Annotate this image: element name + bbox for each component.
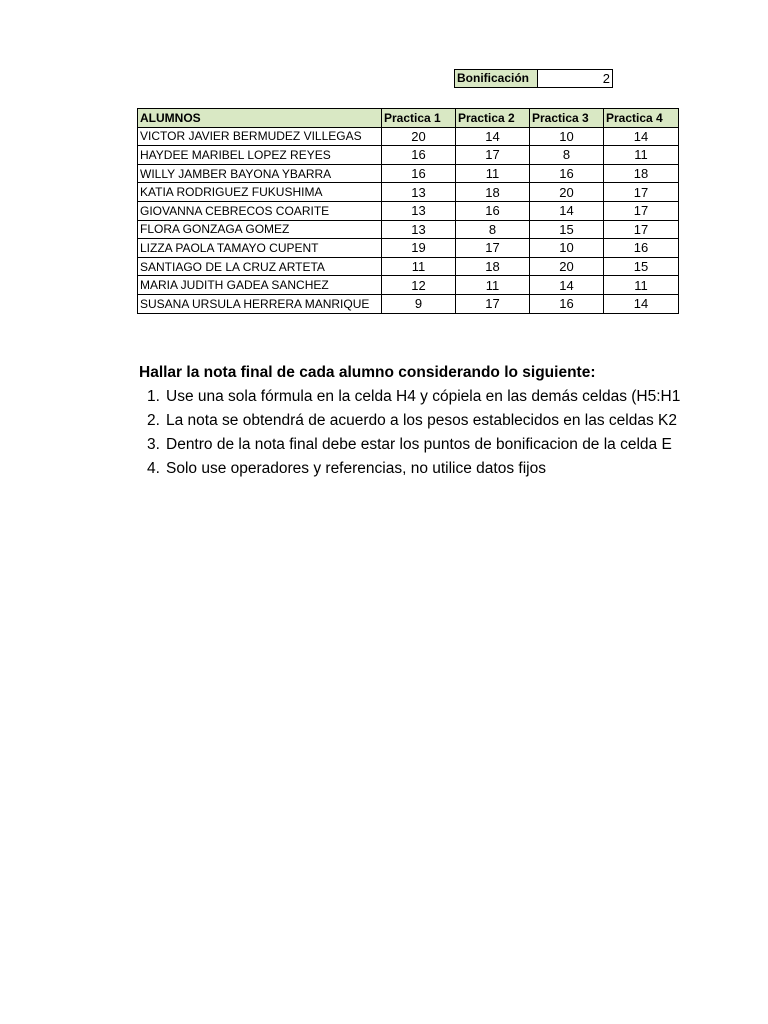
grade-cell[interactable]: 17 [456,239,530,258]
student-name-cell[interactable]: SANTIAGO DE LA CRUZ ARTETA [138,257,382,276]
header-row [138,109,679,128]
instruction-text: La nota se obtendrá de acuerdo a los pesos establecidos en las celdas K2 [166,412,677,429]
table-row [138,276,679,295]
student-name-cell[interactable]: WILLY JAMBER BAYONA YBARRA [138,164,382,183]
student-name-cell[interactable]: HAYDEE MARIBEL LOPEZ REYES [138,146,382,165]
student-name-cell[interactable]: FLORA GONZAGA GOMEZ [138,220,382,239]
grade-cell[interactable]: 8 [530,146,604,165]
bonus-box [454,69,613,88]
header-practica-2[interactable]: Practica 2 [456,109,530,128]
grade-cell[interactable]: 14 [456,127,530,146]
grade-cell[interactable]: 13 [382,220,456,239]
instructions-list [139,385,685,481]
student-name-cell[interactable]: KATIA RODRIGUEZ FUKUSHIMA [138,183,382,202]
student-name-cell[interactable]: MARIA JUDITH GADEA SANCHEZ [138,276,382,295]
table-row [138,220,679,239]
grade-cell[interactable]: 16 [530,164,604,183]
table-row [138,183,679,202]
grade-cell[interactable]: 16 [382,164,456,183]
instruction-text: Dentro de la nota final debe estar los puntos de bonificacion de la celda E [166,436,672,453]
instruction-item [139,409,685,433]
grade-cell[interactable]: 17 [604,220,679,239]
grade-cell[interactable]: 18 [604,164,679,183]
grades-table [137,108,679,314]
header-practica-4[interactable]: Practica 4 [604,109,679,128]
grade-cell[interactable]: 17 [456,146,530,165]
grade-cell[interactable]: 19 [382,239,456,258]
instruction-number: 1. [147,388,160,405]
grade-cell[interactable]: 14 [530,201,604,220]
instructions-title: Hallar la nota final de cada alumno considerando lo siguiente: [139,364,596,381]
student-name-cell[interactable]: SUSANA URSULA HERRERA MANRIQUE [138,294,382,313]
grade-cell[interactable]: 13 [382,201,456,220]
grade-cell[interactable]: 16 [456,201,530,220]
bonus-value-cell[interactable]: 2 [602,71,610,86]
header-practica-1[interactable]: Practica 1 [382,109,456,128]
header-practica-3[interactable]: Practica 3 [530,109,604,128]
table-row [138,239,679,258]
table-row [138,257,679,276]
grade-cell[interactable]: 17 [604,183,679,202]
grade-cell[interactable]: 15 [604,257,679,276]
grade-cell[interactable]: 12 [382,276,456,295]
header-alumnos[interactable]: ALUMNOS [138,109,382,128]
grade-cell[interactable]: 18 [456,257,530,276]
grade-cell[interactable]: 11 [604,276,679,295]
table-row [138,164,679,183]
instruction-item [139,433,685,457]
grade-cell[interactable]: 20 [530,257,604,276]
grade-cell[interactable]: 18 [456,183,530,202]
grade-cell[interactable]: 9 [382,294,456,313]
grade-cell[interactable]: 20 [530,183,604,202]
grade-cell[interactable]: 13 [382,183,456,202]
grade-cell[interactable]: 11 [456,276,530,295]
grade-cell[interactable]: 14 [604,294,679,313]
instructions-block [139,362,685,481]
table-row [138,146,679,165]
instruction-item [139,385,685,409]
instruction-number: 3. [147,436,160,453]
instruction-number: 4. [147,460,160,477]
grade-cell[interactable]: 17 [456,294,530,313]
instruction-number: 2. [147,412,160,429]
grade-cell[interactable]: 8 [456,220,530,239]
student-name-cell[interactable]: VICTOR JAVIER BERMUDEZ VILLEGAS [138,127,382,146]
grade-cell[interactable]: 11 [382,257,456,276]
instruction-item [139,457,685,481]
table-row [138,127,679,146]
grade-cell[interactable]: 14 [604,127,679,146]
grade-cell[interactable]: 20 [382,127,456,146]
grade-cell[interactable]: 16 [382,146,456,165]
instruction-text: Solo use operadores y referencias, no utilice datos fijos [166,460,546,477]
grade-cell[interactable]: 16 [530,294,604,313]
grade-cell[interactable]: 11 [604,146,679,165]
bonus-label-cell[interactable]: Bonificación [455,70,538,87]
grade-cell[interactable]: 10 [530,127,604,146]
table-row [138,201,679,220]
grade-cell[interactable]: 11 [456,164,530,183]
table-row [138,294,679,313]
grade-cell[interactable]: 10 [530,239,604,258]
grade-cell[interactable]: 14 [530,276,604,295]
instruction-text: Use una sola fórmula en la celda H4 y cópiela en las demás celdas (H5:H1 [166,388,681,405]
grade-cell[interactable]: 17 [604,201,679,220]
student-name-cell[interactable]: LIZZA PAOLA TAMAYO CUPENT [138,239,382,258]
grade-cell[interactable]: 16 [604,239,679,258]
student-name-cell[interactable]: GIOVANNA CEBRECOS COARITE [138,201,382,220]
grade-cell[interactable]: 15 [530,220,604,239]
